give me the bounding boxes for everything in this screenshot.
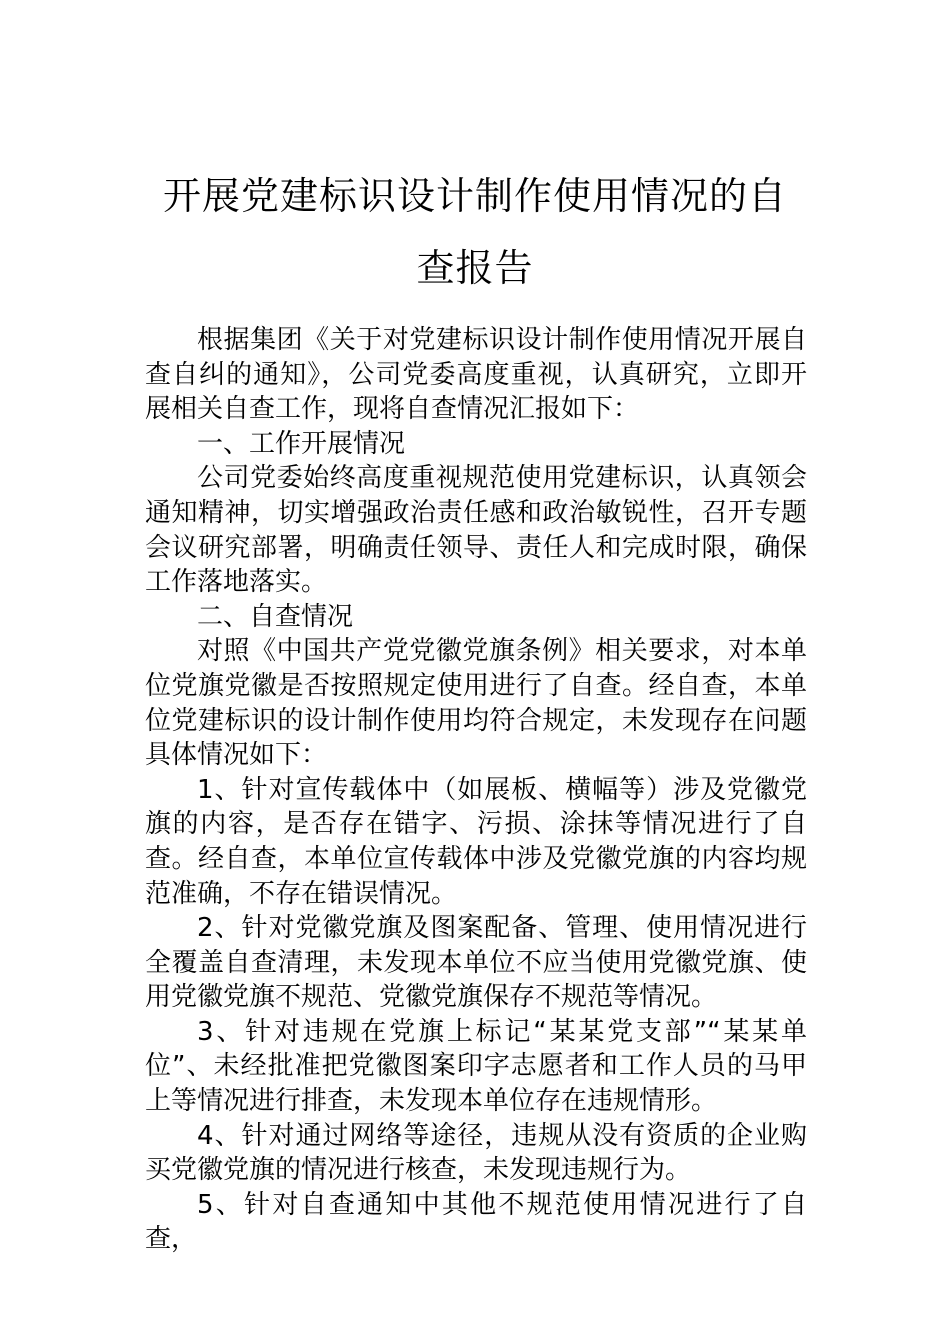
list-item-1: 1、针对宣传载体中（如展板、横幅等）涉及党徽党旗的内容，是否存在错字、污损、涂抹等情况进行了自查。经自查，本单位宣传载体中涉及党徽党旗的内容均规范准确，不存在错误情况。	[145, 774, 807, 909]
section-heading-2: 二、自查情况	[197, 601, 354, 632]
paragraph-intro: 根据集团《关于对党建标识设计制作使用情况开展自查自纠的通知》，公司党委高度重视，认真研究，立即开展相关自查工作，现将自查情况汇报如下：	[145, 325, 807, 425]
paragraph-self-check: 对照《中国共产党党徽党旗条例》相关要求，对本单位党旗党徽是否按照规定使用进行了自查。经自查，本单位党建标识的设计制作使用均符合规定，未发现存在问题具体情况如下：	[145, 636, 807, 771]
document-title: 开展党建标识设计制作使用情况的自查报告	[162, 174, 787, 290]
section-heading-1: 一、工作开展情况	[197, 428, 406, 459]
list-item-4: 4、针对通过网络等途径，违规从没有资质的企业购买党徽党旗的情况进行核查，未发现违规行为。	[145, 1120, 807, 1186]
list-item-3: 3、针对违规在党旗上标记“某某党支部”“某某单位”、未经批准把党徽图案印字志愿者和工作人员的马甲上等情况进行排查，未发现本单位存在违规情形。	[145, 1016, 807, 1117]
list-item-2: 2、针对党徽党旗及图案配备、管理、使用情况进行全覆盖自查清理，未发现本单位不应当使用党徽党旗、使用党徽党旗不规范、党徽党旗保存不规范等情况。	[145, 913, 807, 1013]
paragraph-work-status: 公司党委始终高度重视规范使用党建标识，认真领会通知精神，切实增强政治责任感和政治敏锐性，召开专题会议研究部署，明确责任领导、责任人和完成时限，确保工作落地落实。	[145, 463, 807, 598]
list-item-5: 5、针对自查通知中其他不规范使用情况进行了自查，	[145, 1189, 807, 1255]
document-body	[145, 323, 807, 1257]
